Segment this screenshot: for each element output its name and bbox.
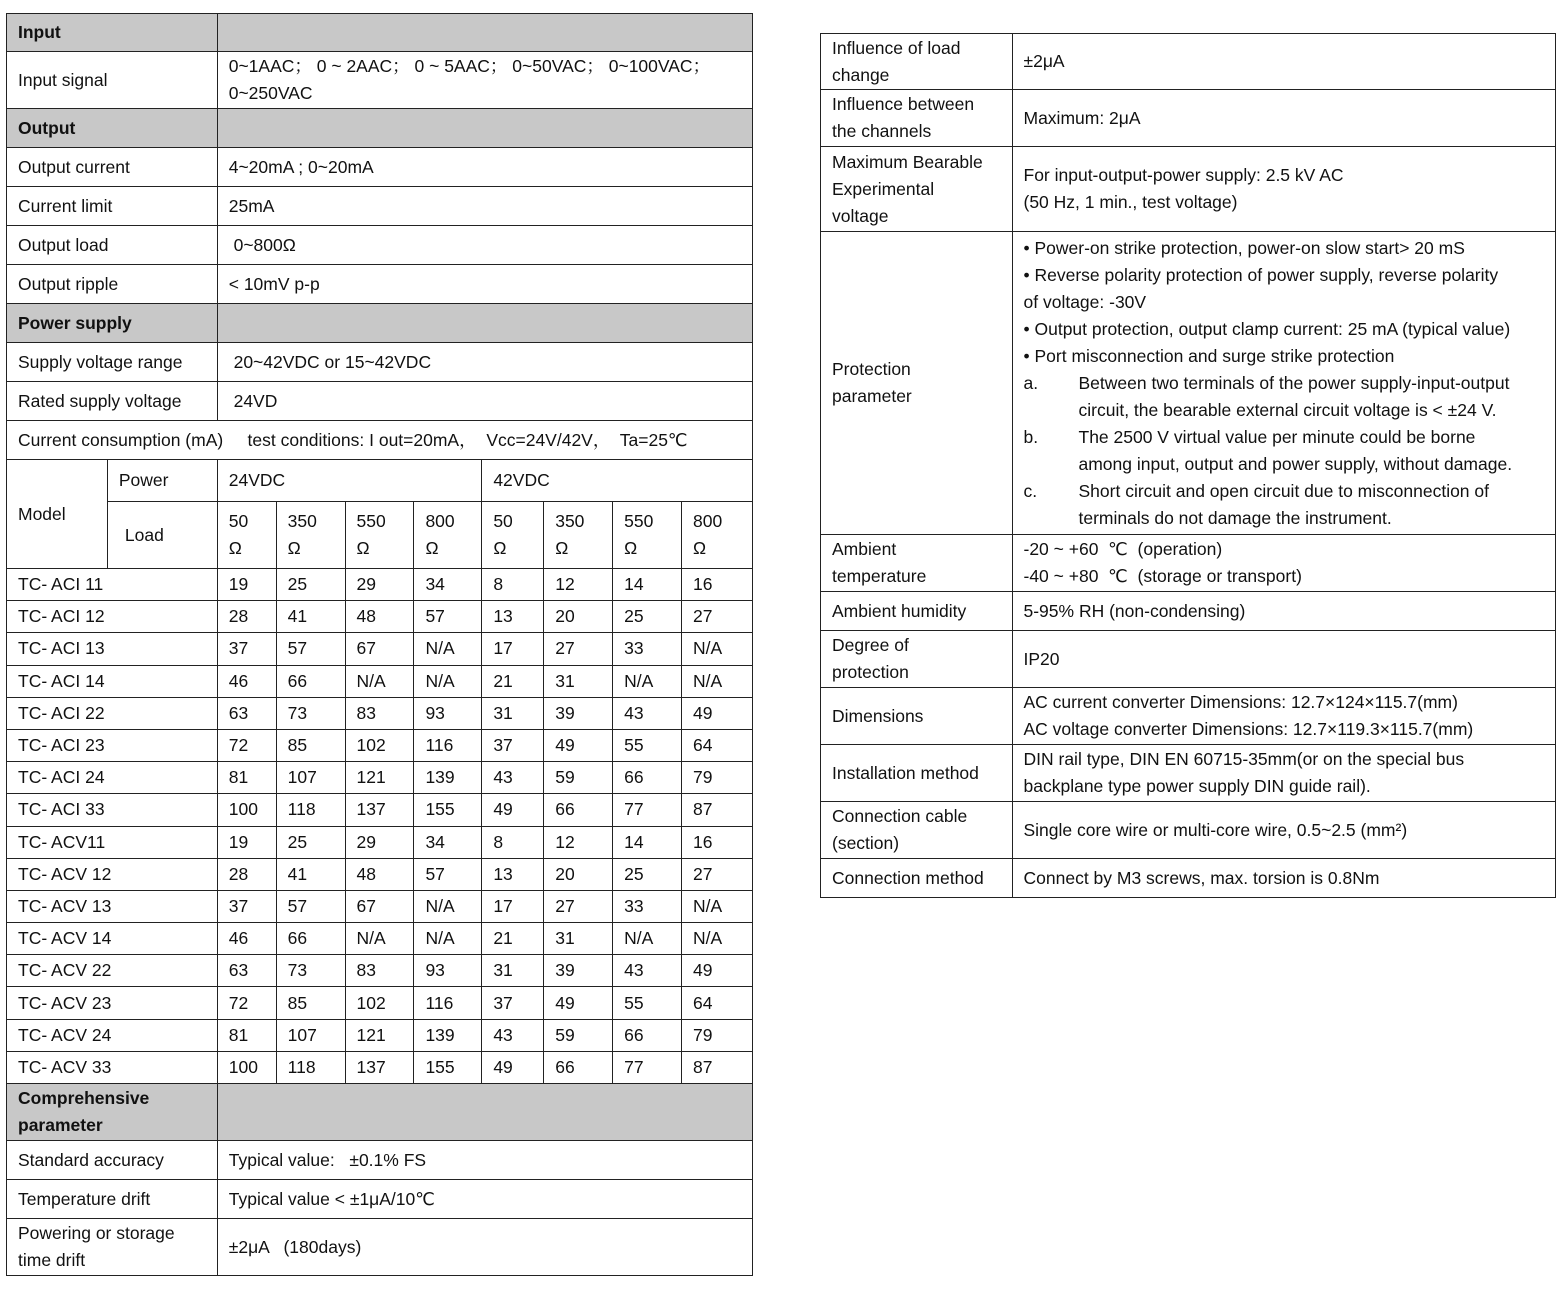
- consumption-value: N/A: [414, 890, 482, 922]
- consumption-value: N/A: [613, 665, 682, 697]
- load-header: Load: [107, 502, 217, 569]
- consumption-value: 49: [682, 955, 753, 987]
- consumption-value: 28: [217, 858, 276, 890]
- installation-method-label: Installation method: [821, 745, 1013, 802]
- consumption-value: 63: [217, 697, 276, 729]
- consumption-value: 48: [345, 601, 414, 633]
- consumption-value: 118: [276, 794, 345, 826]
- consumption-value: 66: [544, 1051, 613, 1083]
- load-cell: 550 Ω: [613, 502, 682, 569]
- consumption-value: 155: [414, 1051, 482, 1083]
- left-spec-table: [6, 13, 753, 1276]
- consumption-value: 85: [276, 987, 345, 1019]
- output-current-value: 4~20mA ; 0~20mA: [217, 148, 752, 187]
- consumption-value: 41: [276, 858, 345, 890]
- consumption-value: 64: [682, 987, 753, 1019]
- consumption-value: 102: [345, 987, 414, 1019]
- consumption-value: 116: [414, 987, 482, 1019]
- consumption-value: 81: [217, 762, 276, 794]
- temperature-drift-label: Temperature drift: [7, 1180, 218, 1219]
- ambient-humidity-value: 5-95% RH (non-condensing): [1012, 592, 1556, 631]
- consumption-value: N/A: [414, 633, 482, 665]
- installation-method-value: DIN rail type, DIN EN 60715-35mm(or on the special bus backplane type power supply DIN guide rail).: [1012, 745, 1556, 802]
- power-group-42vdc: 42VDC: [482, 460, 753, 502]
- time-drift-label: Powering or storage time drift: [7, 1219, 218, 1276]
- consumption-value: 57: [414, 601, 482, 633]
- consumption-value: 43: [482, 1019, 544, 1051]
- consumption-value: 59: [544, 762, 613, 794]
- connection-cable-value: Single core wire or multi-core wire, 0.5~2.5 (mm²): [1012, 802, 1556, 859]
- load-cell: 800 Ω: [682, 502, 753, 569]
- consumption-value: 55: [613, 729, 682, 761]
- consumption-value: 49: [544, 729, 613, 761]
- current-limit-label: Current limit: [7, 187, 218, 226]
- consumption-value: 21: [482, 923, 544, 955]
- input-signal-label: Input signal: [7, 52, 218, 109]
- ambient-humidity-label: Ambient humidity: [821, 592, 1013, 631]
- load-change-influence-label: Influence of load change: [821, 34, 1013, 90]
- consumption-value: 102: [345, 729, 414, 761]
- protection-item-a: a. Between two terminals of the power supply-input-output circuit, the bearable external circuit voltage is < ±24 V.: [1023, 372, 1510, 420]
- model-name: TC- ACV11: [7, 826, 218, 858]
- time-drift-value: ±2μA (180days): [217, 1219, 752, 1276]
- table-row: [7, 987, 753, 1019]
- consumption-value: 57: [276, 890, 345, 922]
- model-name: TC- ACI 11: [7, 569, 218, 601]
- output-current-label: Output current: [7, 148, 218, 187]
- model-name: TC- ACI 22: [7, 697, 218, 729]
- ambient-temperature-value: -20 ~ +60 ℃ (operation) -40 ~ +80 ℃ (storage or transport): [1012, 535, 1556, 592]
- consumption-value: N/A: [682, 633, 753, 665]
- table-row: [7, 665, 753, 697]
- consumption-value: 17: [482, 633, 544, 665]
- protection-bullet: of voltage: -30V: [1023, 291, 1147, 312]
- current-consumption-line: Current consumption (mA) test conditions: I out=20mA， Vcc=24V/42V， Ta=25℃: [7, 421, 753, 460]
- consumption-value: 93: [414, 697, 482, 729]
- protection-bullet: • Output protection, output clamp current: 25 mA (typical value): [1023, 318, 1511, 339]
- consumption-value: 93: [414, 955, 482, 987]
- consumption-value: 137: [345, 794, 414, 826]
- consumption-value: 116: [414, 729, 482, 761]
- consumption-value: 34: [414, 569, 482, 601]
- consumption-value: 87: [682, 794, 753, 826]
- power-group-24vdc: 24VDC: [217, 460, 482, 502]
- protection-label: Protection parameter: [821, 232, 1013, 535]
- rated-supply-voltage-label: Rated supply voltage: [7, 382, 218, 421]
- consumption-value: 27: [544, 633, 613, 665]
- load-change-influence-value: ±2μA: [1012, 34, 1556, 90]
- consumption-value: 139: [414, 1019, 482, 1051]
- protection-bullet: • Power-on strike protection, power-on slow start> 20 mS: [1023, 237, 1465, 258]
- consumption-value: 118: [276, 1051, 345, 1083]
- consumption-value: 77: [613, 794, 682, 826]
- standard-accuracy-value: Typical value: ±0.1% FS: [217, 1141, 752, 1180]
- degree-of-protection-value: IP20: [1012, 631, 1556, 688]
- consumption-value: 107: [276, 762, 345, 794]
- consumption-value: N/A: [613, 923, 682, 955]
- consumption-value: N/A: [345, 665, 414, 697]
- consumption-value: 8: [482, 826, 544, 858]
- table-row: [7, 1019, 753, 1051]
- consumption-value: 66: [613, 762, 682, 794]
- consumption-value: 139: [414, 762, 482, 794]
- consumption-value: 39: [544, 955, 613, 987]
- consumption-value: N/A: [682, 923, 753, 955]
- output-ripple-label: Output ripple: [7, 265, 218, 304]
- ambient-temperature-label: Ambient temperature: [821, 535, 1013, 592]
- table-row: [7, 890, 753, 922]
- table-row: [7, 729, 753, 761]
- standard-accuracy-label: Standard accuracy: [7, 1141, 218, 1180]
- consumption-value: 83: [345, 955, 414, 987]
- consumption-value: 13: [482, 858, 544, 890]
- consumption-value: 29: [345, 569, 414, 601]
- consumption-value: 87: [682, 1051, 753, 1083]
- consumption-value: 67: [345, 633, 414, 665]
- input-heading: Input: [7, 14, 218, 52]
- consumption-value: 31: [482, 955, 544, 987]
- load-cell: 550 Ω: [345, 502, 414, 569]
- consumption-value: 49: [482, 1051, 544, 1083]
- consumption-value: 34: [414, 826, 482, 858]
- model-name: TC- ACV 12: [7, 858, 218, 890]
- consumption-value: 67: [345, 890, 414, 922]
- load-cell: 800 Ω: [414, 502, 482, 569]
- model-name: TC- ACI 23: [7, 729, 218, 761]
- consumption-value: 46: [217, 665, 276, 697]
- consumption-value: 25: [613, 858, 682, 890]
- supply-voltage-range-value: 20~42VDC or 15~42VDC: [217, 343, 752, 382]
- protection-bullet: • Port misconnection and surge strike protection: [1023, 345, 1395, 366]
- consumption-value: 12: [544, 569, 613, 601]
- consumption-value: 85: [276, 729, 345, 761]
- model-name: TC- ACV 33: [7, 1051, 218, 1083]
- table-row: [7, 633, 753, 665]
- model-name: TC- ACV 13: [7, 890, 218, 922]
- consumption-value: 27: [544, 890, 613, 922]
- consumption-value: 14: [613, 569, 682, 601]
- consumption-value: 100: [217, 1051, 276, 1083]
- consumption-value: 137: [345, 1051, 414, 1083]
- consumption-value: 79: [682, 1019, 753, 1051]
- consumption-value: N/A: [682, 890, 753, 922]
- consumption-value: 66: [613, 1019, 682, 1051]
- consumption-value: 55: [613, 987, 682, 1019]
- consumption-value: 66: [544, 794, 613, 826]
- consumption-value: 25: [276, 826, 345, 858]
- right-spec-table: [820, 33, 1556, 898]
- consumption-value: 100: [217, 794, 276, 826]
- current-limit-value: 25mA: [217, 187, 752, 226]
- table-row: [7, 1051, 753, 1083]
- protection-bullet: • Reverse polarity protection of power supply, reverse polarity: [1023, 264, 1499, 285]
- protection-item-c: c. Short circuit and open circuit due to misconnection of terminals do not damage the instrument.: [1023, 480, 1489, 528]
- consumption-value: 21: [482, 665, 544, 697]
- consumption-value: N/A: [414, 923, 482, 955]
- consumption-value: 20: [544, 601, 613, 633]
- model-name: TC- ACV 22: [7, 955, 218, 987]
- dimensions-value: AC current converter Dimensions: 12.7×124×115.7(mm) AC voltage converter Dimensions: 12.7×119.3×115.7(mm): [1012, 688, 1556, 745]
- consumption-value: 81: [217, 1019, 276, 1051]
- consumption-value: 19: [217, 569, 276, 601]
- input-signal-value: 0~1AAC； 0 ~ 2AAC； 0 ~ 5AAC； 0~50VAC； 0~100VAC； 0~250VAC: [217, 52, 752, 109]
- model-name: TC- ACV 24: [7, 1019, 218, 1051]
- model-name: TC- ACI 13: [7, 633, 218, 665]
- consumption-value: 57: [414, 858, 482, 890]
- degree-of-protection-label: Degree of protection: [821, 631, 1013, 688]
- consumption-value: 48: [345, 858, 414, 890]
- consumption-value: 49: [482, 794, 544, 826]
- model-name: TC- ACV 23: [7, 987, 218, 1019]
- consumption-value: N/A: [345, 923, 414, 955]
- consumption-value: 39: [544, 697, 613, 729]
- channel-influence-value: Maximum: 2μA: [1012, 90, 1556, 147]
- model-name: TC- ACI 24: [7, 762, 218, 794]
- consumption-value: 33: [613, 633, 682, 665]
- consumption-value: 66: [276, 923, 345, 955]
- table-row: [7, 923, 753, 955]
- consumption-value: 73: [276, 697, 345, 729]
- consumption-value: 83: [345, 697, 414, 729]
- consumption-value: 28: [217, 601, 276, 633]
- consumption-value: 77: [613, 1051, 682, 1083]
- output-load-value: 0~800Ω: [217, 226, 752, 265]
- connection-cable-label: Connection cable (section): [821, 802, 1013, 859]
- model-header: Model: [7, 460, 108, 569]
- bearable-voltage-value: For input-output-power supply: 2.5 kV AC (50 Hz, 1 min., test voltage): [1012, 147, 1556, 232]
- consumption-value: 46: [217, 923, 276, 955]
- consumption-value: 72: [217, 729, 276, 761]
- consumption-value: 37: [217, 890, 276, 922]
- output-load-label: Output load: [7, 226, 218, 265]
- consumption-value: 14: [613, 826, 682, 858]
- power-supply-heading: Power supply: [7, 304, 218, 343]
- model-name: TC- ACI 14: [7, 665, 218, 697]
- protection-item-b: b. The 2500 V virtual value per minute could be borne among input, output and power supply, without damage.: [1023, 426, 1513, 474]
- consumption-value: 25: [276, 569, 345, 601]
- table-row: [7, 762, 753, 794]
- consumption-value: 79: [682, 762, 753, 794]
- consumption-value: 37: [217, 633, 276, 665]
- consumption-value: N/A: [414, 665, 482, 697]
- consumption-value: 37: [482, 729, 544, 761]
- consumption-value: 43: [613, 955, 682, 987]
- model-name: TC- ACV 14: [7, 923, 218, 955]
- consumption-value: 43: [613, 697, 682, 729]
- consumption-value: 66: [276, 665, 345, 697]
- consumption-value: 57: [276, 633, 345, 665]
- consumption-value: 17: [482, 890, 544, 922]
- connection-method-value: Connect by M3 screws, max. torsion is 0.8Nm: [1012, 859, 1556, 898]
- output-ripple-value: < 10mV p-p: [217, 265, 752, 304]
- temperature-drift-value: Typical value < ±1μA/10℃: [217, 1180, 752, 1219]
- consumption-value: 63: [217, 955, 276, 987]
- consumption-value: 12: [544, 826, 613, 858]
- consumption-value: 31: [544, 923, 613, 955]
- consumption-value: 121: [345, 762, 414, 794]
- consumption-value: 37: [482, 987, 544, 1019]
- consumption-value: 16: [682, 826, 753, 858]
- consumption-value: 155: [414, 794, 482, 826]
- consumption-value: 73: [276, 955, 345, 987]
- consumption-value: 59: [544, 1019, 613, 1051]
- consumption-value: 49: [544, 987, 613, 1019]
- consumption-value: 33: [613, 890, 682, 922]
- consumption-value: 19: [217, 826, 276, 858]
- consumption-value: 29: [345, 826, 414, 858]
- connection-method-label: Connection method: [821, 859, 1013, 898]
- dimensions-label: Dimensions: [821, 688, 1013, 745]
- table-row: [7, 569, 753, 601]
- load-cell: 350 Ω: [544, 502, 613, 569]
- table-row: [7, 955, 753, 987]
- consumption-value: 31: [482, 697, 544, 729]
- consumption-value: 43: [482, 762, 544, 794]
- consumption-value: 49: [682, 697, 753, 729]
- consumption-value: 27: [682, 601, 753, 633]
- consumption-value: 64: [682, 729, 753, 761]
- supply-voltage-range-label: Supply voltage range: [7, 343, 218, 382]
- consumption-value: 31: [544, 665, 613, 697]
- load-cell: 350 Ω: [276, 502, 345, 569]
- bearable-voltage-label: Maximum Bearable Experimental voltage: [821, 147, 1013, 232]
- output-heading: Output: [7, 109, 218, 148]
- model-name: TC- ACI 12: [7, 601, 218, 633]
- table-row: [7, 794, 753, 826]
- channel-influence-label: Influence between the channels: [821, 90, 1013, 147]
- table-row: [7, 826, 753, 858]
- load-cell: 50 Ω: [217, 502, 276, 569]
- table-row: [7, 858, 753, 890]
- load-cell: 50 Ω: [482, 502, 544, 569]
- power-header: Power: [107, 460, 217, 502]
- consumption-value: 41: [276, 601, 345, 633]
- consumption-value: 121: [345, 1019, 414, 1051]
- table-row: [7, 601, 753, 633]
- consumption-value: 20: [544, 858, 613, 890]
- consumption-value: 72: [217, 987, 276, 1019]
- consumption-value: 8: [482, 569, 544, 601]
- consumption-value: 25: [613, 601, 682, 633]
- consumption-value: 27: [682, 858, 753, 890]
- table-row: [7, 697, 753, 729]
- comprehensive-heading: Comprehensive parameter: [7, 1084, 218, 1141]
- consumption-value: 13: [482, 601, 544, 633]
- consumption-value: N/A: [682, 665, 753, 697]
- rated-supply-voltage-value: 24VD: [217, 382, 752, 421]
- model-name: TC- ACI 33: [7, 794, 218, 826]
- consumption-value: 16: [682, 569, 753, 601]
- protection-value: [1012, 232, 1556, 535]
- consumption-value: 107: [276, 1019, 345, 1051]
